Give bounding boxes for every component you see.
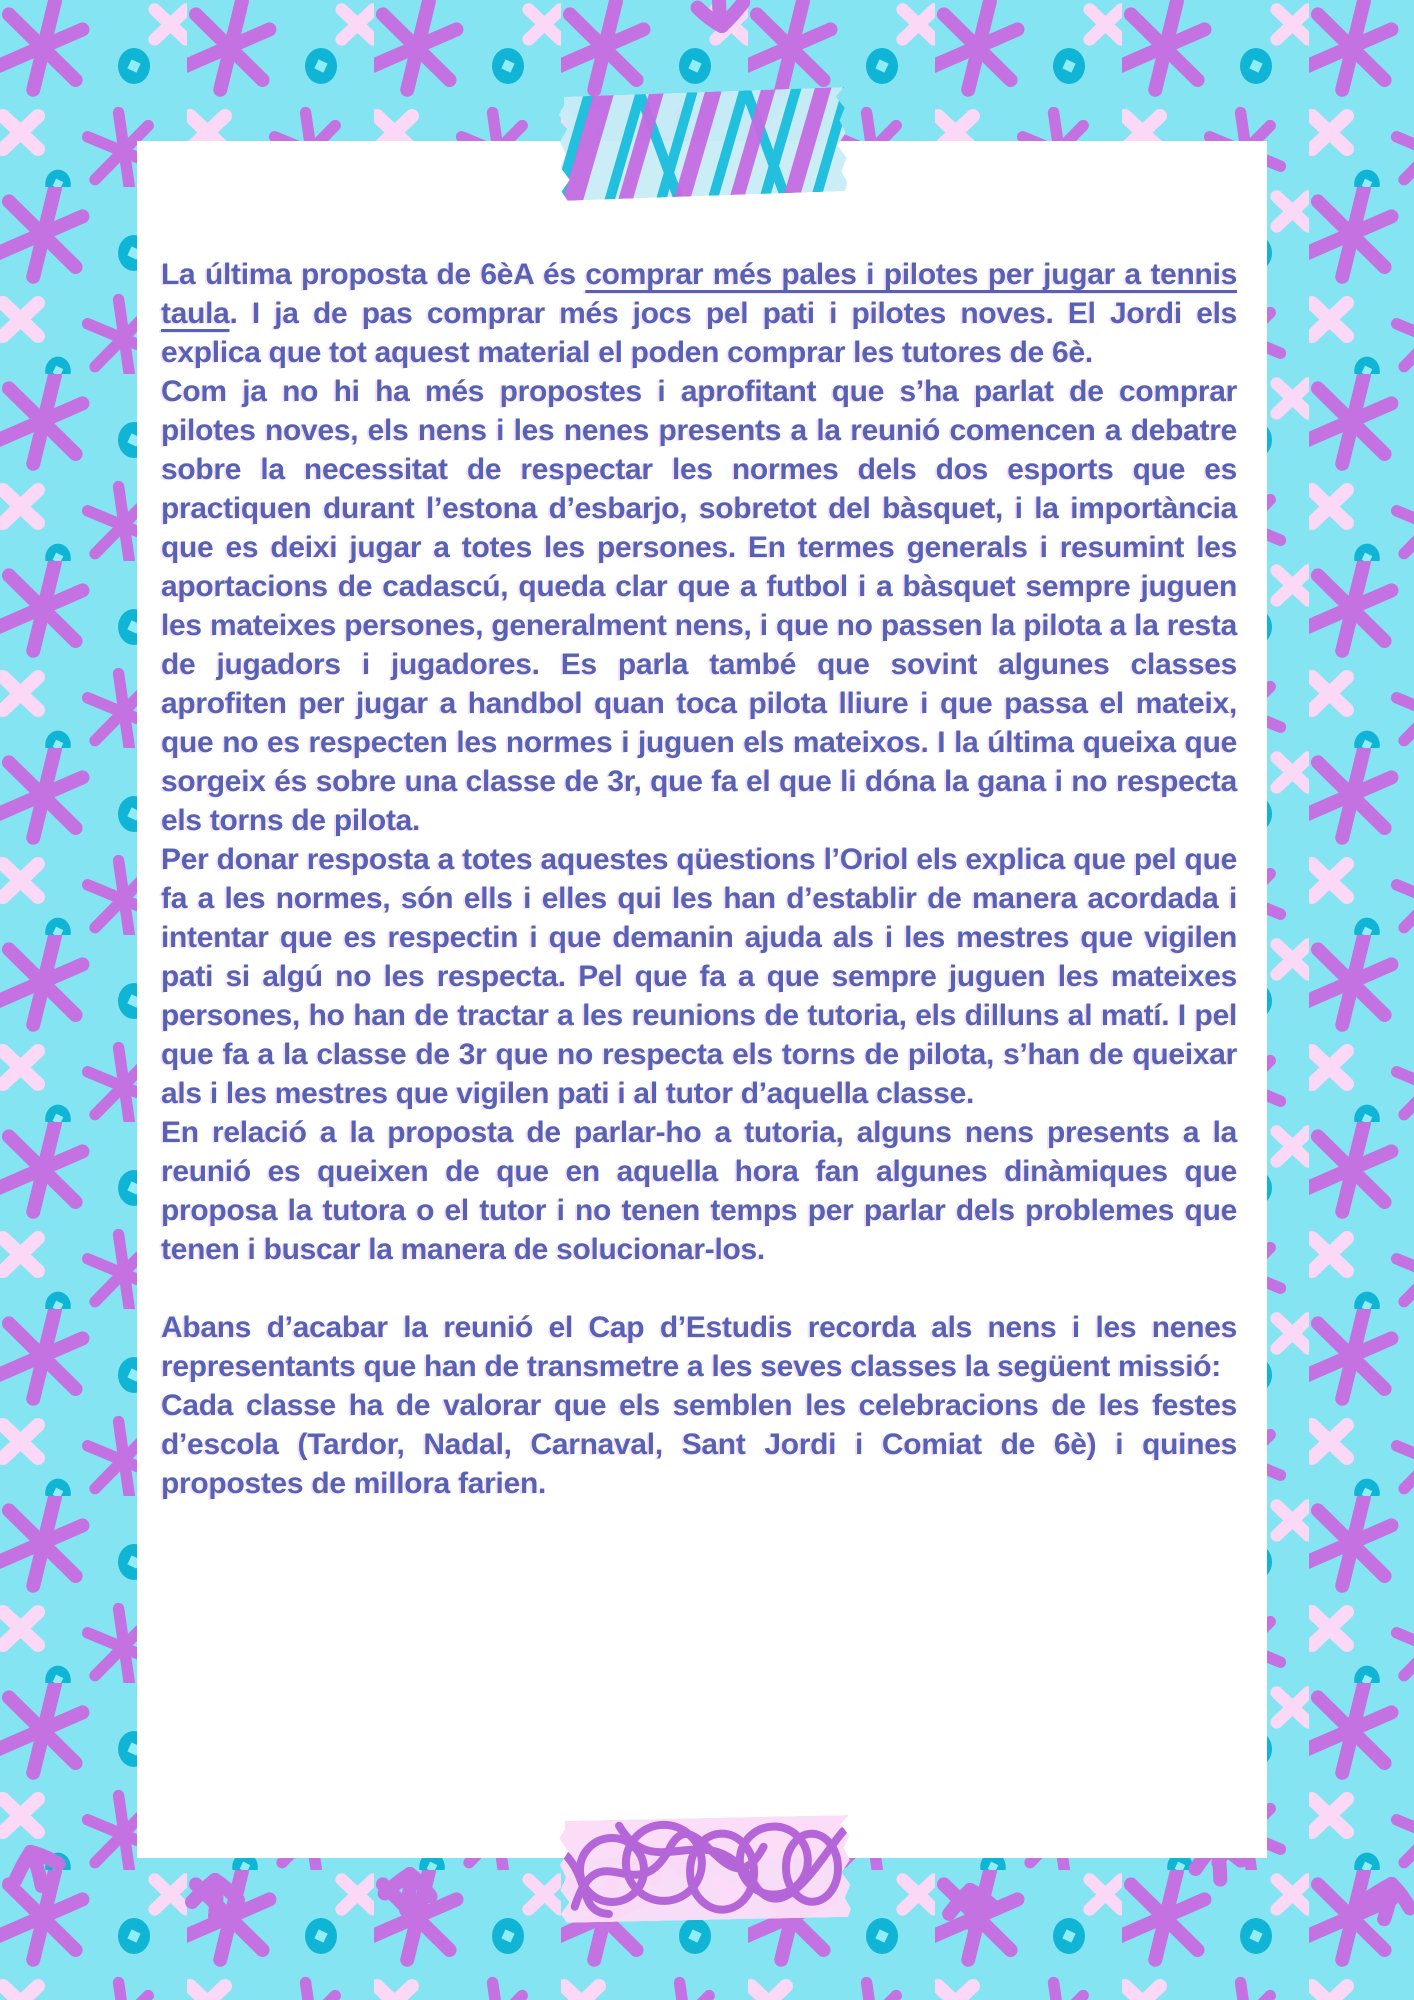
paper-sheet — [137, 141, 1267, 1858]
intro-text-before: La última proposta de 6èA és — [161, 258, 586, 291]
body-paragraph-cap-destudis: Abans d’acabar la reunió el Cap d’Estudis recorda als nens i les nenes representants que han de transmetre a les seves classes la següent missió: — [161, 1311, 1237, 1383]
scribble-tape-icon — [559, 1815, 851, 1923]
body-paragraph-debate: Com ja no hi ha més propostes i aprofitant que s’ha parlat de comprar pilotes noves, els nens i les nenes presents a la reunió comencen a debatre sobre la necessitat de respectar les normes dels dos esports que es practiquen durant l’estona d’esbarjo, sobretot del bàsquet, i la importància que es deixi jugar a totes les persones. En termes generals i resumint les aportacions de cadascú, queda clar que a futbol i a bàsquet sempre juguen les mateixes persones, generalment nens, i que no passen la pilota a la resta de jugadors i jugadores. Es parla també que sovint algunes classes aprofiten per jugar a handbol quan toca pilota lliure i que passa el mateix, que no es respecten les normes i juguen els mateixos. I la última queixa que sorgeix és sobre una classe de 3r, que fa el que li dóna la gana i no respecta els torns de pilota. — [161, 375, 1237, 837]
intro-text-underlined: comprar més pales i pilotes per jugar a tennis taula — [161, 258, 1237, 330]
intro-text-after: . I ja de pas comprar més jocs pel pati i pilotes noves. El Jordi els explica que tot aquest material el poden comprar les tutores de 6è. — [161, 297, 1237, 369]
body-paragraph-missio: Cada classe ha de valorar que els semblen les celebracions de les festes d’escola (Tardor, Nadal, Carnaval, Sant Jordi i Comiat de 6è) i quines propostes de millora farien. — [161, 1389, 1237, 1500]
body-paragraph-resposta: Per donar resposta a totes aquestes qüestions l’Oriol els explica que pel que fa a les normes, són ells i elles qui les han d’establir de manera acordada i intentar que es respectin i que demanin ajuda als i les mestres que vigilen pati si algú no les respecta. Pel que fa a que sempre juguen les mateixes persones, ho han de tractar a les reunions de tutoria, els dilluns al matí. I pel que fa a la classe de 3r que no respecta els torns de pilota, s’han de queixar als i les mestres que vigilen pati i al tutor d’aquella classe. — [161, 843, 1237, 1110]
body-paragraph-tutoria: En relació a la proposta de parlar-ho a tutoria, alguns nens presents a la reunió es queixen de que en aquella hora fan algunes dinàmiques que proposa la tutora o el tutor i no tenen temps per parlar dels problemes que tenen i buscar la manera de solucionar-los. — [161, 1116, 1237, 1266]
intro-paragraph — [161, 255, 1237, 372]
crosshatch-tape-icon — [558, 87, 847, 201]
washi-tape-top — [558, 87, 847, 201]
washi-tape-bottom — [559, 1815, 851, 1923]
